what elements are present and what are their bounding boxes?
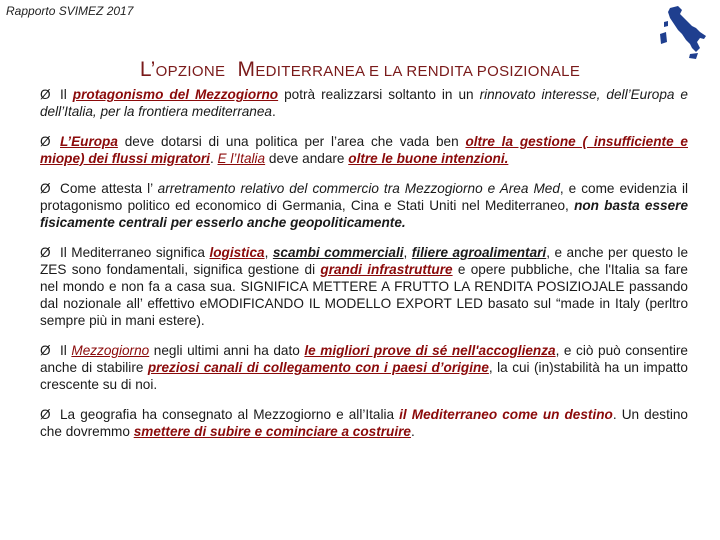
title-word-2: EDITERRANEA E LA RENDITA POSIZIONALE	[255, 63, 581, 80]
bullet-paragraph	[40, 86, 688, 120]
bullet-paragraph	[40, 342, 688, 393]
bullet-arrow-icon: Ø	[40, 134, 51, 149]
emphasis-text: rinnovato interesse, dell’Europa e dell’Italia, per la frontiera mediterranea	[40, 87, 688, 119]
paragraph-text: deve dotarsi di una politica per l’area che vada ben	[117, 134, 466, 149]
emphasis-text: Mezzogiorno	[71, 343, 150, 358]
title-initial-1: L’	[139, 58, 156, 81]
emphasis-text: E l’Italia	[217, 151, 266, 166]
paragraph-text: ,	[403, 245, 412, 260]
emphasis-text: smettere di subire e cominciare a costruire	[133, 424, 411, 439]
report-source-label: Rapporto SVIMEZ 2017	[6, 4, 134, 18]
bullet-paragraph	[40, 406, 688, 440]
bullet-arrow-icon: Ø	[40, 181, 51, 196]
emphasis-text: arretramento relativo del commercio tra Mezzogiorno e Area Med	[157, 181, 560, 196]
paragraph-text: , la cui (in)stabilità ha un impatto crescente su di noi.	[40, 360, 688, 392]
paragraph-text: ,	[264, 245, 273, 260]
paragraph-text: potrà realizzarsi soltanto in un	[278, 87, 480, 102]
bullet-arrow-icon: Ø	[40, 87, 51, 102]
paragraph-text: .	[209, 151, 218, 166]
emphasis-text: il Mediterraneo come un destino	[399, 407, 613, 422]
paragraph-text: , e ciò può consentire anche di stabilire	[40, 343, 688, 375]
paragraph-text: Il Mediterraneo significa	[60, 245, 210, 260]
emphasis-text: grandi infrastrutture	[320, 262, 453, 277]
italy-map-icon	[656, 4, 714, 64]
emphasis-text: preziosi canali di collegamento con i paesi d’origine	[147, 360, 489, 375]
paragraph-text: Il	[60, 87, 73, 102]
paragraph-text: Come attesta l’	[60, 181, 158, 196]
bullet-paragraph	[40, 180, 688, 231]
emphasis-text: logistica	[209, 245, 265, 260]
paragraph-text: Il	[60, 343, 72, 358]
emphasis-text: le migliori prove di sé nell'accoglienza	[304, 343, 556, 358]
paragraph-text: negli ultimi anni ha dato	[149, 343, 305, 358]
bullet-arrow-icon: Ø	[40, 343, 51, 358]
paragraph-text: .	[410, 424, 415, 439]
bullet-arrow-icon: Ø	[40, 407, 51, 422]
emphasis-text: filiere agroalimentari	[411, 245, 547, 260]
title-word-1: OPZIONE	[155, 63, 226, 80]
bullet-paragraph	[40, 244, 688, 329]
emphasis-text: non basta essere fisicamente centrali per esserlo anche geopoliticamente.	[40, 198, 688, 230]
slide-title	[0, 58, 720, 82]
emphasis-text: L’Europa	[60, 134, 118, 149]
paragraph-text: La geografia ha consegnato al Mezzogiorno e all’Italia	[60, 407, 400, 422]
paragraph-text: e opere pubbliche, che l'Italia sa fare nel mondo e non fa a casa sua. SIGNIFICA METTERE A FRUTTO LA RENDITA POSIZIOJALE passando dal nozionale all’ effettivo eMODIFICANDO IL MODELLO EXPORT LED basato sul “made in Italy (perltro sempre più in mani estere).	[40, 262, 688, 328]
paragraph-text: , e anche per questo le ZES sono fondamentali, significa gestione di	[40, 245, 689, 277]
paragraph-text: deve andare	[265, 151, 349, 166]
bullet-arrow-icon: Ø	[40, 245, 51, 260]
emphasis-text: protagonismo del Mezzogiorno	[72, 87, 279, 102]
slide-body	[40, 86, 688, 453]
emphasis-text: oltre la gestione ( insufficiente e miope) dei flussi migratori	[40, 134, 688, 166]
paragraph-text: , e come evidenzia il protagonismo politico ed economico di Germania, Cina e Stati Uniti nel Mediterraneo,	[40, 181, 688, 213]
title-initial-2: M	[237, 58, 256, 81]
paragraph-text: .	[271, 104, 276, 119]
emphasis-text: scambi commerciali	[272, 245, 404, 260]
paragraph-text: . Un destino che dovremmo	[40, 407, 688, 439]
bullet-paragraph	[40, 133, 688, 167]
emphasis-text: oltre le buone intenzioni.	[348, 151, 509, 166]
